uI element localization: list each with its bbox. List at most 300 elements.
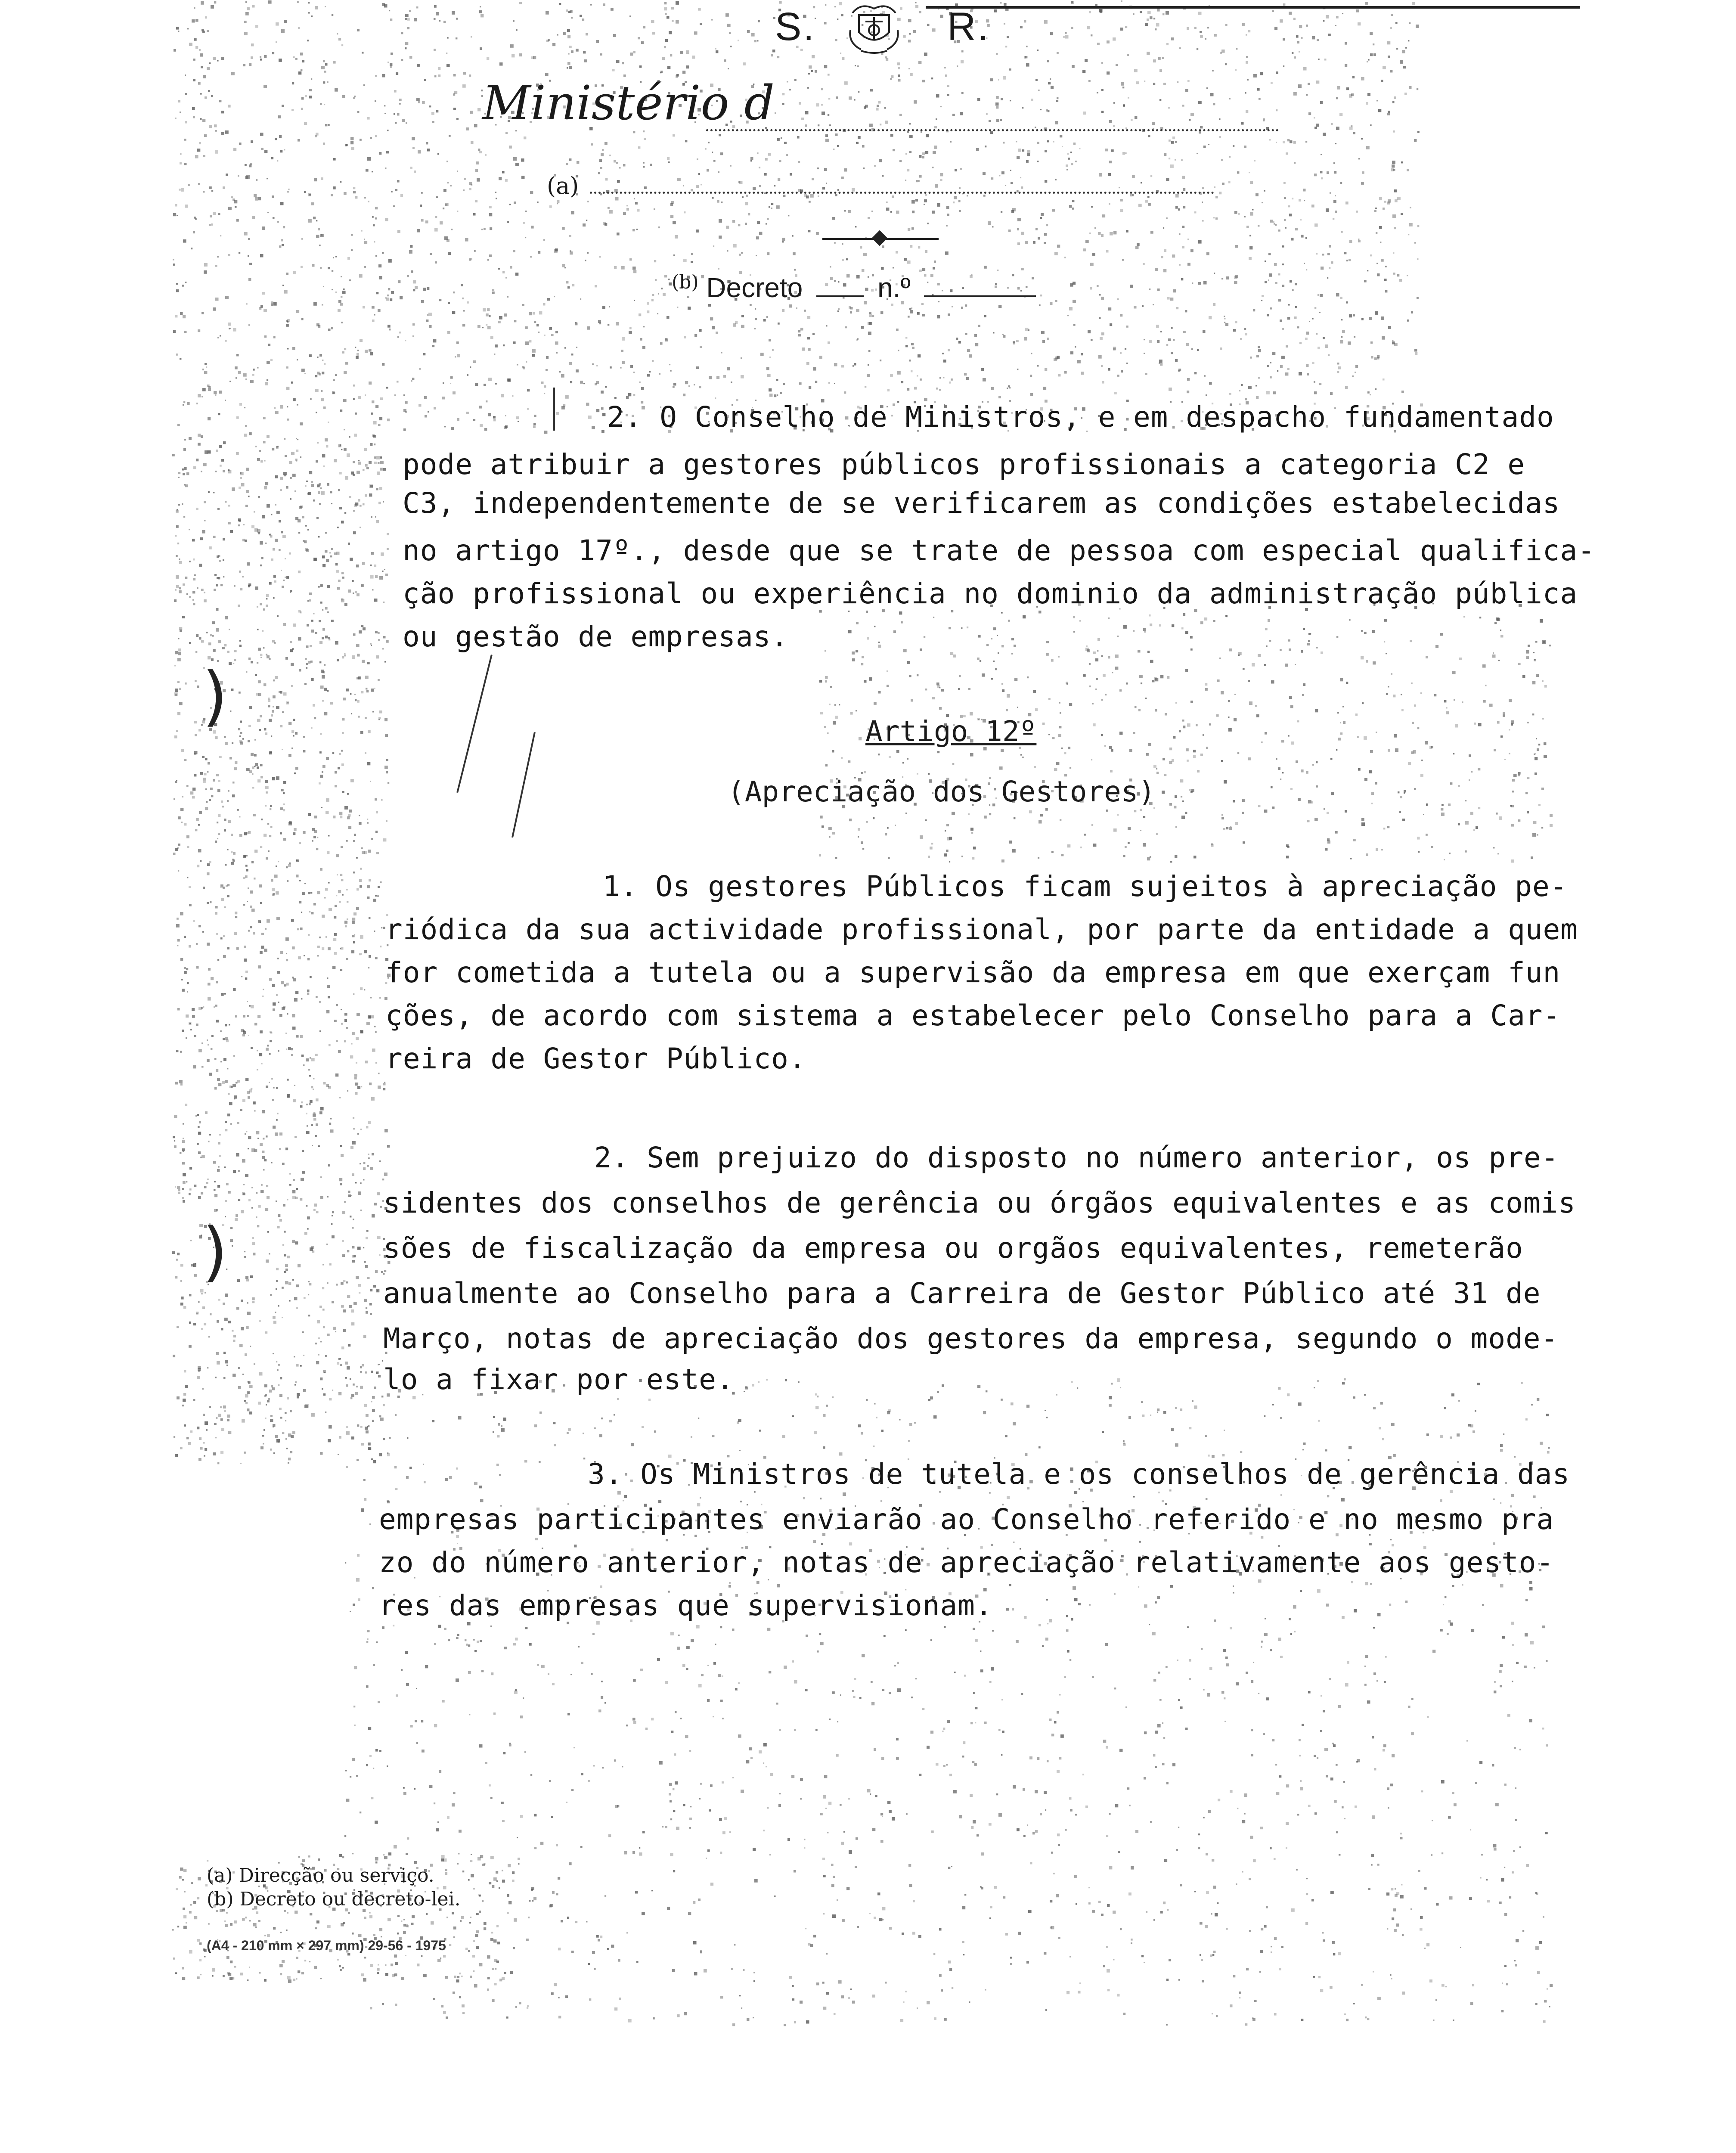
scan-speck: [311, 630, 314, 633]
scan-speck: [248, 583, 251, 586]
scan-speck: [488, 413, 491, 416]
scan-speck: [291, 1054, 293, 1056]
scan-speck: [278, 1214, 280, 1217]
scan-speck: [461, 284, 463, 286]
scan-speck: [197, 1143, 199, 1145]
scan-speck: [949, 627, 951, 629]
scan-speck: [777, 56, 779, 58]
scan-speck: [1200, 754, 1203, 756]
scan-speck: [375, 798, 377, 800]
scan-speck: [250, 906, 252, 908]
scan-speck: [291, 109, 294, 111]
scan-speck: [1261, 741, 1263, 743]
scan-speck: [371, 1458, 373, 1460]
scan-speck: [252, 773, 254, 775]
scan-speck: [282, 586, 284, 588]
scan-speck: [1198, 240, 1202, 244]
scan-speck: [487, 308, 490, 311]
scan-speck: [1194, 27, 1197, 29]
scan-speck: [896, 750, 899, 753]
scan-speck: [320, 733, 322, 735]
scan-speck: [193, 231, 195, 233]
scan-speck: [204, 1186, 207, 1188]
scan-speck: [223, 1352, 226, 1354]
scan-speck: [665, 39, 668, 42]
scan-speck: [224, 1318, 228, 1321]
scan-speck: [405, 14, 409, 17]
scan-speck: [559, 3, 561, 5]
scan-speck: [272, 777, 275, 780]
scan-speck: [273, 548, 275, 551]
scan-speck: [1392, 340, 1394, 341]
scan-speck: [218, 814, 220, 817]
scan-speck: [328, 1164, 330, 1166]
scan-speck: [959, 675, 961, 677]
scan-speck: [255, 763, 258, 766]
scan-speck: [361, 691, 363, 693]
scan-speck: [1265, 281, 1267, 283]
scan-speck: [1003, 142, 1004, 143]
scan-speck: [297, 1396, 299, 1399]
scan-speck: [1292, 198, 1293, 199]
scan-speck: [1478, 807, 1480, 809]
scan-speck: [1345, 64, 1347, 67]
scan-speck: [998, 305, 1001, 308]
scan-speck: [686, 50, 689, 54]
scan-speck: [829, 836, 831, 838]
scan-speck: [647, 302, 649, 305]
scan-speck: [1186, 748, 1189, 751]
scan-speck: [207, 943, 210, 946]
scan-speck: [369, 382, 372, 385]
scan-speck: [215, 265, 217, 267]
scan-speck: [1397, 274, 1399, 276]
scan-speck: [958, 200, 961, 202]
scan-speck: [1534, 772, 1537, 775]
scan-speck: [1527, 722, 1529, 723]
scan-speck: [1215, 217, 1218, 220]
scan-speck: [530, 191, 533, 194]
scan-speck: [1187, 723, 1190, 727]
scan-speck: [252, 216, 255, 219]
scan-speck: [266, 1404, 267, 1405]
scan-speck: [1176, 307, 1178, 309]
scan-speck: [257, 766, 259, 769]
scan-speck: [1143, 628, 1146, 631]
scan-speck: [357, 111, 359, 113]
scan-speck: [650, 164, 652, 166]
scan-speck: [248, 496, 250, 497]
scan-speck: [1044, 233, 1047, 236]
scan-speck: [554, 296, 555, 297]
scan-speck: [270, 805, 272, 807]
scan-speck: [311, 620, 313, 622]
scan-speck: [1058, 374, 1060, 376]
scan-speck: [1455, 724, 1458, 728]
scan-speck: [944, 67, 946, 68]
scan-speck: [922, 80, 925, 82]
scan-speck: [236, 377, 237, 379]
scan-speck: [340, 969, 342, 971]
scan-speck: [741, 325, 744, 328]
scan-speck: [231, 862, 234, 865]
scan-speck: [175, 535, 177, 537]
scan-speck: [366, 1307, 367, 1309]
scan-speck: [221, 132, 224, 135]
scan-speck: [349, 810, 352, 813]
scan-speck: [821, 104, 823, 105]
scan-speck: [185, 577, 187, 579]
scan-speck: [432, 345, 434, 347]
scan-speck: [283, 580, 285, 581]
scan-speck: [1107, 40, 1110, 43]
scan-speck: [285, 558, 286, 559]
scan-speck: [643, 130, 645, 132]
scan-speck: [719, 219, 722, 223]
scan-speck: [352, 1246, 354, 1248]
scan-speck: [267, 379, 268, 381]
scan-speck: [316, 1211, 319, 1213]
scan-speck: [205, 363, 207, 365]
scan-speck: [378, 1375, 381, 1377]
scan-speck: [1366, 146, 1370, 149]
scan-speck: [1271, 82, 1273, 84]
scan-speck: [298, 139, 300, 142]
scan-speck: [1327, 841, 1330, 844]
scan-speck: [376, 488, 378, 490]
scan-speck: [283, 692, 287, 696]
scan-speck: [1270, 362, 1271, 363]
scan-speck: [320, 602, 322, 604]
scan-speck: [1155, 709, 1157, 712]
scan-speck: [341, 750, 343, 752]
scan-speck: [288, 722, 291, 725]
scan-speck: [1395, 22, 1398, 24]
scan-speck: [185, 484, 188, 487]
scan-speck: [613, 34, 616, 37]
scan-speck: [608, 324, 609, 326]
scan-speck: [307, 529, 309, 530]
scan-speck: [1317, 39, 1319, 41]
scan-speck: [909, 360, 911, 362]
scan-speck: [1379, 197, 1382, 200]
scan-speck: [886, 58, 888, 61]
scan-speck: [493, 419, 496, 421]
scan-speck: [353, 1255, 356, 1257]
scan-speck: [996, 53, 998, 55]
scan-speck: [338, 1454, 339, 1455]
scan-speck: [835, 194, 837, 196]
scan-speck: [216, 981, 218, 983]
scan-speck: [369, 955, 371, 958]
scan-speck: [514, 320, 516, 322]
scan-speck: [954, 196, 957, 199]
scan-speck: [413, 289, 415, 291]
scan-speck: [260, 59, 262, 61]
scan-speck: [224, 906, 226, 908]
scan-speck: [856, 142, 859, 144]
scan-speck: [265, 1331, 267, 1334]
scan-speck: [306, 663, 308, 665]
scan-speck: [1205, 683, 1207, 686]
scan-speck: [1528, 645, 1530, 647]
scan-speck: [278, 1050, 279, 1052]
scan-speck: [1446, 707, 1448, 709]
scan-speck: [907, 388, 909, 391]
scan-speck: [747, 30, 750, 33]
scan-speck: [652, 360, 654, 362]
scan-speck: [867, 637, 869, 640]
scan-speck: [1150, 231, 1153, 234]
scan-speck: [755, 308, 756, 310]
scan-speck: [1269, 273, 1272, 277]
scan-speck: [354, 434, 357, 437]
scan-speck: [341, 572, 344, 574]
scan-speck: [1209, 723, 1211, 726]
scan-speck: [255, 197, 258, 201]
scan-speck: [291, 919, 294, 922]
scan-speck: [599, 159, 602, 162]
scan-speck: [347, 816, 350, 819]
scan-speck: [1474, 723, 1476, 725]
scan-speck: [1336, 16, 1339, 19]
scan-speck: [1401, 709, 1404, 711]
scan-speck: [323, 1326, 325, 1328]
scan-speck: [308, 2, 310, 3]
scan-speck: [306, 1205, 307, 1207]
scan-speck: [1170, 298, 1173, 301]
scan-speck: [809, 65, 812, 69]
scan-speck: [320, 1377, 322, 1380]
scan-speck: [1278, 767, 1280, 770]
scan-speck: [179, 561, 182, 564]
scan-speck: [335, 905, 337, 907]
scan-speck: [270, 359, 273, 361]
scan-speck: [202, 1388, 204, 1390]
scan-speck: [178, 1192, 180, 1194]
scan-speck: [1454, 699, 1455, 701]
scan-speck: [1250, 357, 1252, 359]
scan-speck: [771, 208, 772, 209]
scan-speck: [598, 172, 600, 174]
scan-speck: [287, 1397, 289, 1399]
scan-speck: [241, 1327, 244, 1330]
scan-speck: [184, 467, 187, 470]
scan-speck: [369, 1016, 371, 1018]
scan-speck: [352, 1032, 355, 1035]
scan-speck: [890, 134, 893, 137]
scan-speck: [868, 364, 869, 366]
scan-speck: [301, 97, 304, 100]
scan-speck: [1380, 242, 1381, 243]
scan-speck: [177, 1253, 180, 1255]
scan-speck: [1051, 659, 1054, 662]
scan-speck: [377, 1236, 381, 1239]
scan-speck: [183, 1181, 186, 1184]
scan-speck: [1282, 285, 1284, 287]
scan-speck: [880, 124, 881, 125]
scan-speck: [1037, 50, 1038, 51]
scan-speck: [273, 1424, 276, 1427]
scan-speck: [1120, 209, 1123, 212]
scan-speck: [1102, 381, 1104, 384]
scan-speck: [333, 1327, 336, 1330]
scan-speck: [863, 253, 867, 256]
scan-speck: [1095, 658, 1098, 661]
scan-speck: [357, 654, 360, 657]
scan-speck: [183, 1200, 185, 1203]
scan-speck: [382, 1360, 383, 1362]
scan-speck: [922, 268, 925, 271]
scan-speck: [546, 369, 548, 371]
scan-speck: [1108, 656, 1110, 658]
scan-speck: [351, 713, 352, 714]
scan-speck: [270, 1032, 272, 1033]
scan-speck: [1072, 208, 1074, 210]
scan-speck: [576, 49, 579, 52]
scan-speck: [1229, 156, 1231, 158]
scan-speck: [925, 151, 928, 154]
scan-speck: [1109, 203, 1110, 205]
scan-speck: [177, 424, 180, 426]
scan-speck: [436, 12, 439, 16]
scan-speck: [360, 1129, 362, 1130]
scan-speck: [179, 688, 181, 690]
scan-speck: [549, 205, 552, 208]
scan-speck: [336, 552, 340, 555]
scan-speck: [1064, 752, 1066, 754]
scan-speck: [1037, 142, 1039, 144]
scan-speck: [216, 1417, 217, 1419]
scan-speck: [197, 587, 198, 589]
scan-speck: [629, 258, 632, 261]
scan-speck: [989, 813, 991, 815]
scan-speck: [356, 565, 359, 568]
scan-speck: [300, 611, 301, 613]
scan-speck: [181, 822, 183, 823]
scan-speck: [1225, 63, 1227, 65]
scan-speck: [215, 912, 217, 915]
scan-speck: [319, 661, 321, 663]
scan-speck: [453, 108, 456, 110]
scan-speck: [868, 332, 871, 335]
scan-speck: [591, 143, 593, 146]
scan-speck: [276, 1361, 277, 1362]
scan-speck: [323, 1393, 326, 1396]
scan-speck: [1160, 363, 1162, 366]
scan-speck: [712, 152, 713, 153]
scan-speck: [278, 1305, 279, 1307]
scan-speck: [201, 1192, 203, 1194]
scan-speck: [745, 202, 748, 205]
scan-speck: [225, 1121, 227, 1123]
scan-speck: [728, 68, 729, 69]
scan-speck: [1164, 153, 1166, 156]
scan-speck: [213, 649, 216, 652]
scan-speck: [230, 328, 231, 329]
scan-speck: [934, 146, 937, 149]
scan-speck: [918, 61, 921, 64]
scan-speck: [438, 67, 440, 70]
scan-speck: [225, 296, 229, 299]
scan-speck: [898, 67, 900, 69]
scan-speck: [322, 564, 326, 567]
scan-speck: [808, 348, 811, 351]
scan-speck: [204, 599, 207, 602]
scan-speck: [275, 1132, 278, 1136]
scan-speck: [306, 1113, 307, 1114]
scan-speck: [257, 1138, 259, 1139]
scan-speck: [669, 364, 670, 365]
scan-speck: [296, 1307, 298, 1309]
scan-speck: [327, 1282, 329, 1284]
scan-speck: [308, 1294, 309, 1295]
scan-speck: [1339, 113, 1342, 116]
scan-speck: [347, 1250, 349, 1252]
scan-speck: [323, 406, 326, 409]
scan-speck: [630, 365, 633, 368]
scan-speck: [812, 55, 815, 58]
scan-speck: [317, 837, 318, 838]
scan-speck: [380, 456, 382, 459]
scan-speck: [270, 1040, 272, 1042]
scan-speck: [203, 1442, 205, 1444]
scan-speck: [505, 179, 508, 182]
scan-speck: [256, 693, 259, 696]
scan-speck: [204, 371, 207, 374]
scan-speck: [1361, 77, 1364, 81]
scan-speck: [298, 1264, 301, 1267]
scan-speck: [698, 173, 700, 175]
scan-speck: [353, 912, 356, 915]
scan-speck: [340, 303, 343, 306]
scan-speck: [260, 764, 263, 766]
scan-speck: [824, 65, 827, 68]
scan-speck: [1376, 232, 1377, 234]
scan-speck: [189, 596, 191, 598]
scan-speck: [834, 383, 835, 384]
scan-speck: [388, 325, 391, 328]
scan-speck: [246, 303, 248, 305]
scan-speck: [1285, 664, 1288, 667]
scan-speck: [247, 1408, 249, 1411]
scan-speck: [1047, 338, 1049, 340]
scan-speck: [1478, 723, 1482, 726]
scan-speck: [286, 1448, 288, 1449]
scan-speck: [234, 585, 236, 587]
scan-speck: [947, 85, 949, 87]
scan-speck: [513, 20, 515, 22]
scan-speck: [1229, 98, 1231, 99]
scan-speck: [486, 324, 487, 326]
scan-speck: [490, 336, 493, 339]
scan-speck: [1075, 161, 1077, 162]
scan-speck: [207, 771, 208, 772]
scan-speck: [196, 403, 198, 404]
scan-speck: [332, 270, 333, 272]
scan-speck: [1107, 71, 1110, 74]
scan-speck: [1060, 712, 1061, 714]
scan-speck: [175, 1454, 178, 1457]
scan-speck: [861, 326, 864, 329]
scan-speck: [499, 316, 502, 320]
scan-speck: [189, 1294, 192, 1297]
scan-speck: [199, 1437, 202, 1440]
scan-speck: [757, 221, 760, 224]
scan-speck: [182, 616, 185, 618]
scan-speck: [317, 357, 319, 358]
scan-speck: [936, 388, 938, 390]
